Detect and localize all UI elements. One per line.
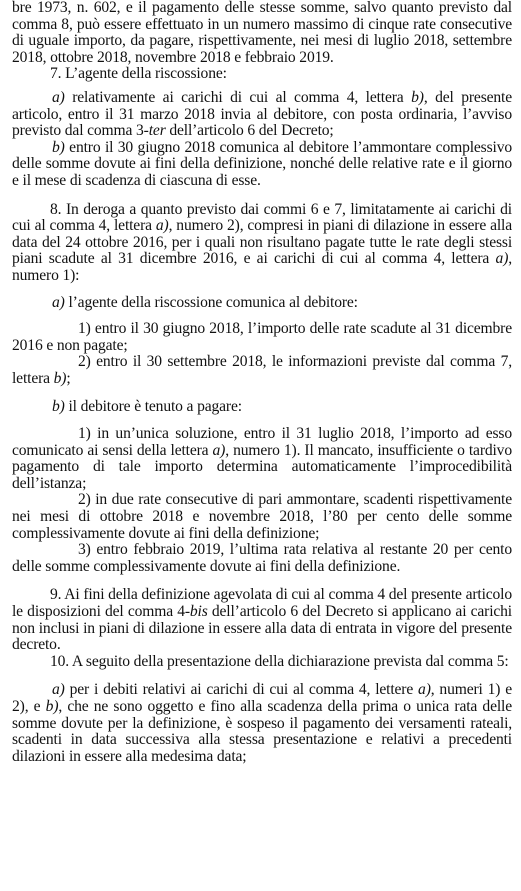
paragraph-10	[12, 426, 512, 492]
text-segment: , numeri 1) e 2), e	[12, 681, 512, 715]
text-segment: 2) entro il 30 settembre 2018, le informazioni previste dal comma 7, lettera	[12, 353, 512, 387]
italic-segment: b)	[52, 398, 65, 416]
text-segment: relativamente ai carichi di cui al comma 4, lettera	[64, 88, 412, 106]
paragraph-9	[12, 399, 512, 416]
text-segment: , che ne sono oggetto e fino alla scadenza della prima o unica rata delle somme dovute per la definizione, è sospeso il pagamento dei versamenti rateali, scadenti in data successiva alla stessa presentazione e relativi a precedenti dilazioni in essere alla medesima data;	[12, 697, 512, 765]
text-segment: entro il 30 giugno 2018 comunica al debitore l’ammontare complessivo delle somme dovute ai fini della definizione, nonché delle relative rate e il giorno e il mese di scadenza di ciascuna di esse.	[12, 138, 512, 189]
paragraph-6	[12, 295, 512, 312]
text-segment: 1) in un’unica soluzione, entro il 31 luglio 2018, l’importo ad esso comunicato ai sensi della lettera	[12, 425, 512, 459]
italic-segment: b)	[52, 138, 65, 156]
text-segment: ;	[66, 369, 71, 387]
paragraph-14: 10. A seguito della presentazione della dichiarazione prevista dal comma 5:	[50, 652, 509, 670]
italic-segment: b)	[53, 369, 67, 387]
text-segment: dell’articolo 6 del Decreto;	[165, 122, 334, 140]
text-segment: dell’articolo 6 del Decreto si applicano ai carichi non inclusi in piani di dilazione in essere alla data di entrata in vigore del presente decreto.	[12, 603, 512, 654]
italic-segment: a)	[418, 681, 431, 699]
italic-segment: a)	[212, 441, 226, 459]
text-segment: per i debiti relativi ai carichi di cui al comma 4, lettere	[64, 681, 419, 699]
paragraph-11: 2) in due rate consecutive di pari ammontare, scadenti rispettivamente nei mesi di ottobre 2018 e novembre 2018, l’80 per cento delle somme complessivamente dovute ai fini della definizione;	[12, 491, 512, 542]
text-segment: 8. In deroga a quanto previsto dai commi 6 e 7, limitatamente ai carichi di cui al comma 4, lettera	[12, 200, 512, 235]
text-segment: , numero 1). Il mancato, insufficiente o tardivo pagamento di tale importo determina automaticamente l’improcedibilità dell’istanza;	[12, 441, 512, 492]
paragraph-2: 7. L’agente della riscossione:	[50, 65, 227, 83]
italic-segment: a)	[52, 681, 65, 699]
italic-segment: b)	[411, 88, 424, 106]
text-segment: l’agente della riscossione comunica al debitore:	[64, 293, 358, 311]
paragraph-15	[12, 682, 512, 765]
paragraph-1: bre 1973, n. 602, e il pagamento delle stesse somme, salvo quanto previsto dal comma 8, può essere effettuato in un numero massimo di cinque rate consecutive di uguale importo, da pagare, rispettivamente, nei mesi di luglio 2018, settembre 2018, ottobre 2018, novembre 2018 e febbraio 2019.	[12, 0, 512, 66]
text-segment: , del presente articolo, entro il 31 marzo 2018 invia al debitore, con posta ordinaria, l’avviso previsto dal comma 3-	[12, 88, 512, 140]
text-segment: 9. Ai fini della definizione agevolata di cui al comma 4 del presente articolo le disposizioni del comma 4-	[12, 586, 513, 620]
italic-segment: ter	[148, 122, 166, 140]
paragraph-3	[12, 90, 512, 140]
paragraph-12: 3) entro febbraio 2019, l’ultima rata relativa al restante 20 per cento delle somme complessivamente dovute ai fini della definizione.	[12, 541, 512, 575]
italic-segment: a)	[52, 293, 65, 311]
text-segment: il debitore è tenuto a pagare:	[64, 398, 242, 416]
italic-segment: b)	[45, 697, 59, 715]
italic-segment: bis	[189, 603, 208, 620]
text-segment: , numero 2), compresi in piani di dilazione in essere alla data del 24 ottobre 2016, per i quali non risultano pagate tutte le rate degli stessi piani scadute al 31 dicembre 2016, e ai carichi di cui al comma 4, lettera	[12, 217, 513, 268]
italic-segment: a)	[495, 250, 509, 268]
paragraph-13	[12, 587, 512, 653]
paragraph-4	[12, 140, 512, 190]
paragraph-8	[12, 354, 512, 387]
text-segment: , numero 1):	[12, 250, 512, 284]
paragraph-5	[12, 202, 512, 285]
italic-segment: a)	[155, 217, 169, 235]
paragraph-7: 1) entro il 30 giugno 2018, l’importo delle rate scadute al 31 dicembre 2016 e non pagate;	[12, 320, 512, 354]
italic-segment: a)	[52, 88, 65, 106]
